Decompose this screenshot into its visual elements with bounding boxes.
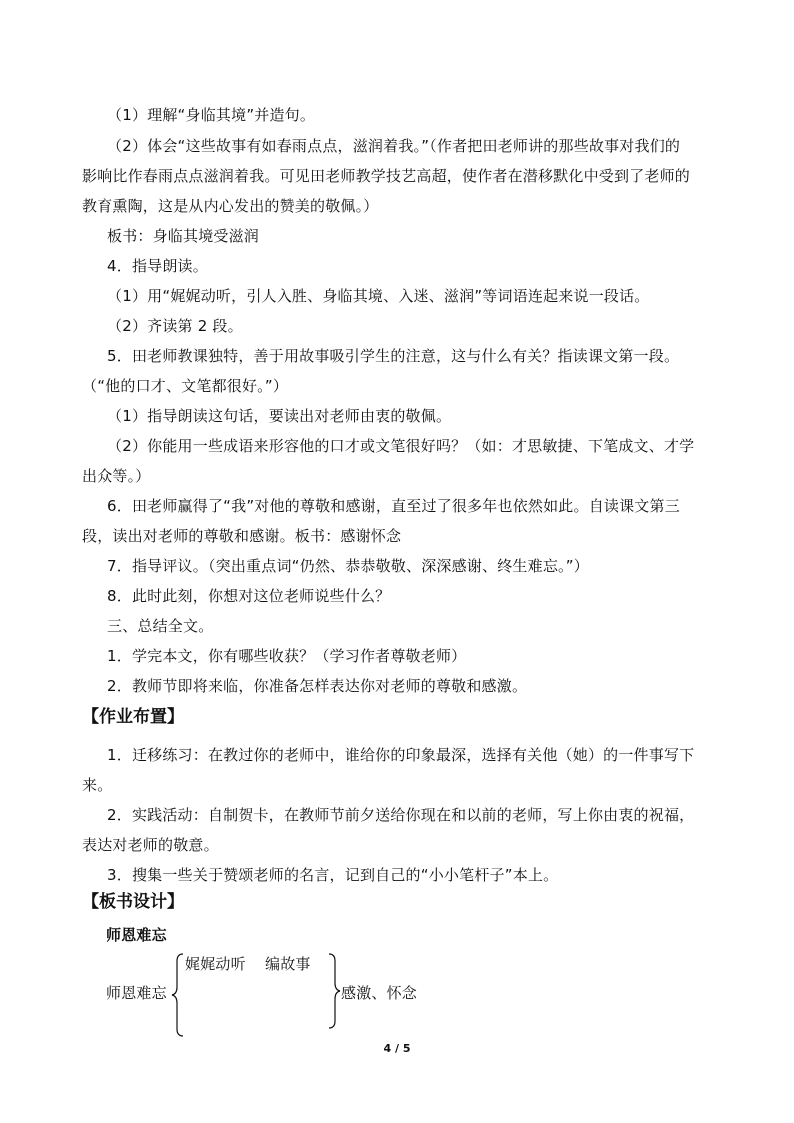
homework-heading: 【作业布置】 (82, 707, 184, 727)
body-line-14: 6．田老师赢得了“我”对他的尊敬和感谢，直至过了很多年也依然如此。自读课文第三 (107, 497, 680, 515)
homework-line-2: 来。 (82, 776, 113, 794)
body-line-8: （2）齐读第 2 段。 (107, 317, 243, 335)
board-branch-2: 编故事 (265, 955, 311, 973)
homework-line-1: 1．迁移练习：在教过你的老师中，谁给你的印象最深，选择有关他（她）的一件事写下 (107, 746, 695, 764)
body-line-2: （2）体会“这些故事有如春雨点点，滋润着我。”（作者把田老师讲的那些故事对我们的 (107, 137, 681, 155)
body-line-20: 2．教师节即将来临，你准备怎样表达你对老师的尊敬和感激。 (107, 677, 528, 695)
body-line-10: （“他的口才、文笔都很好。”） (82, 377, 289, 395)
body-line-4: 教育熏陶，这是从内心发出的赞美的敬佩。） (82, 197, 379, 215)
body-line-7: （1）用“娓娓动听，引人入胜、身临其境、入迷、滋润”等词语连起来说一段话。 (107, 287, 650, 305)
homework-line-3: 2．实践活动：自制贺卡，在教师节前夕送给你现在和以前的老师，写上你由衷的祝福， (107, 806, 695, 824)
body-line-18: 三、总结全文。 (107, 617, 214, 635)
body-line-17: 8．此时此刻，你想对这位老师说些什么？ (107, 587, 391, 605)
body-line-13: 出众等。） (82, 467, 151, 485)
homework-line-5: 3．搜集一些关于赞颂老师的名言，记到自己的“小小笔杆子”本上。 (107, 866, 559, 884)
body-line-9: 5．田老师教课独特，善于用故事吸引学生的注意，这与什么有关？指读课文第一段。 (107, 347, 680, 365)
board-branch-1: 娓娓动听 (185, 955, 246, 973)
body-line-16: 7．指导评议。（突出重点词“仍然、恭恭敬敬、深深感谢、终生难忘。”） (107, 557, 589, 575)
body-line-15: 段，读出对老师的尊敬和感谢。板书：感谢怀念 (82, 527, 402, 545)
homework-line-4: 表达对老师的敬意。 (82, 836, 219, 854)
body-line-19: 1．学完本文，你有哪些收获？（学习作者尊敬老师） (107, 647, 467, 665)
body-line-6: 4．指导朗读。 (107, 257, 208, 275)
page-number: 4 / 5 (383, 1042, 411, 1055)
body-line-1: （1）理解“身临其境”并造句。 (107, 106, 316, 124)
board-right-label: 感激、怀念 (341, 984, 418, 1002)
board-heading: 【板书设计】 (82, 892, 184, 912)
board-title: 师恩难忘 (106, 926, 167, 944)
left-brace-icon (171, 953, 185, 1037)
right-brace-icon (327, 953, 341, 1029)
body-line-5: 板书：身临其境受滋润 (107, 227, 260, 245)
body-line-12: （2）你能用一些成语来形容他的口才或文笔很好吗？（如：才思敏捷、下笔成文、才学 (107, 437, 695, 455)
body-line-3: 影响比作春雨点点滋润着我。可见田老师教学技艺高超，使作者在潜移默化中受到了老师的 (82, 167, 691, 185)
board-left-label: 师恩难忘 (106, 984, 167, 1002)
body-line-11: （1）指导朗读这句话，要读出对老师由衷的敬佩。 (107, 407, 452, 425)
